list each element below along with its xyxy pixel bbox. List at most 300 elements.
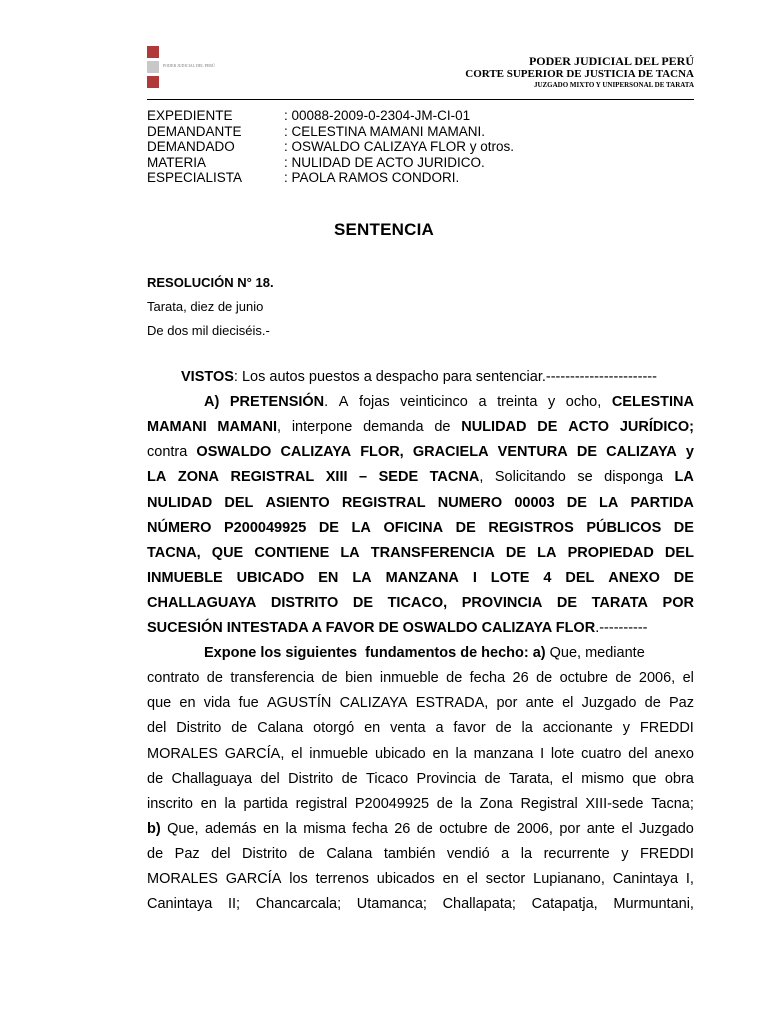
text: la (460, 795, 472, 812)
text: XIII-sede (585, 795, 644, 812)
bold-text: DE (537, 419, 558, 436)
text: se (577, 469, 593, 486)
text: de (416, 820, 433, 837)
header-chamber: JUZGADO MIXTO Y UNIPERSONAL DE TARATA (533, 81, 694, 89)
body-word (176, 720, 221, 736)
body-line (147, 771, 694, 787)
body-word (526, 695, 554, 711)
body-word (439, 821, 487, 837)
body-word (171, 771, 252, 787)
bold-text: TACNA, (147, 544, 201, 561)
text: Challapata; (442, 896, 516, 913)
body-word (256, 896, 341, 912)
text: ESTRADA, (415, 695, 489, 712)
body-word (548, 394, 555, 410)
bold-text: 00003 (514, 494, 555, 511)
bold-text: TARATA (591, 594, 648, 611)
field-label: DEMANDADO (147, 139, 235, 154)
body-word (291, 746, 302, 762)
text: Distrito (242, 845, 288, 862)
text: sector (485, 871, 526, 887)
text: ubicados (376, 871, 435, 887)
bold-text: NUMERO (437, 494, 503, 511)
body-word (532, 896, 598, 912)
body-word (345, 670, 372, 686)
text: de (206, 670, 223, 687)
body-line (204, 394, 694, 410)
text: misma (303, 820, 346, 837)
text: II; (227, 896, 241, 913)
body-word (435, 720, 443, 736)
body-line (147, 595, 694, 611)
body-word (587, 821, 615, 837)
body-word (417, 821, 433, 837)
body-word (581, 771, 624, 787)
body-word (390, 720, 425, 736)
field-value: : NULIDAD DE ACTO JURIDICO. (284, 154, 485, 170)
bold-text: EN (318, 569, 339, 586)
bold-text: CELESTINA (611, 394, 694, 411)
body-word (447, 846, 490, 862)
body-word (360, 444, 404, 460)
logo-square (147, 46, 159, 58)
body-word (456, 746, 467, 762)
body-word (178, 469, 219, 485)
text: y (547, 394, 556, 411)
body-word (599, 495, 618, 511)
body-word (566, 394, 601, 410)
body-word (377, 871, 435, 887)
body-word (352, 520, 371, 536)
text: I (540, 745, 545, 762)
bold-text: DE (505, 544, 527, 561)
text: partida (243, 795, 288, 812)
text: recurrente (543, 845, 610, 862)
body-word (513, 670, 529, 686)
document-title: SENTENCIA (333, 220, 435, 239)
body-word (568, 419, 609, 435)
body-word (340, 695, 408, 711)
bold-text: MAMANI (217, 419, 277, 436)
body-word (204, 695, 231, 711)
body-word (303, 821, 346, 837)
text: veinticinco (400, 394, 468, 411)
body-word (289, 871, 308, 887)
bold-text: NULIDAD (461, 419, 527, 436)
bold-text: A) (204, 394, 220, 411)
field-label: EXPEDIENTE (147, 108, 233, 123)
text: Solicitando (494, 469, 566, 486)
body-word (242, 846, 287, 862)
bold-text: CONTIENE (254, 544, 330, 561)
bold-text: y (685, 444, 694, 461)
body-word (640, 846, 694, 862)
text: manzana (473, 745, 534, 762)
bold-text: QUE (211, 544, 244, 561)
body-word (560, 670, 608, 686)
bold-text: REGISTROS (488, 519, 574, 536)
text: de (434, 419, 451, 436)
field-label: DEMANDANTE (147, 123, 242, 139)
text: de (341, 770, 358, 787)
text: vendió (446, 845, 490, 862)
text: Canintaya (147, 896, 213, 913)
body-line (147, 896, 694, 912)
body-word (438, 495, 502, 511)
body-word (485, 771, 501, 787)
body-word (147, 695, 171, 711)
bold-text: LA (674, 469, 694, 486)
bold-text: DISTRITO (270, 594, 339, 611)
text: , (277, 419, 282, 436)
bold-text: INMUEBLE (147, 569, 223, 586)
text: demanda (363, 419, 424, 436)
body-word (437, 796, 453, 812)
body-line (147, 545, 694, 561)
body-word (147, 720, 166, 736)
body-word (586, 520, 661, 536)
body-word (665, 545, 694, 561)
body-word (271, 595, 338, 611)
body-word (147, 871, 218, 887)
text: accionante (542, 720, 613, 737)
body-word (461, 796, 472, 812)
text: el (562, 695, 574, 712)
body-line (147, 520, 694, 536)
bold-text: MANZANA (385, 569, 459, 586)
body-word (263, 821, 279, 837)
body-word (147, 746, 218, 762)
body-word (355, 796, 429, 812)
bold-text: MAMANI (147, 419, 207, 436)
bold-text: SEDE (378, 469, 419, 486)
body-word (394, 821, 410, 837)
body-line (147, 796, 694, 812)
field-value: : 00088-2009-0-2304-JM-CI-01 (284, 108, 471, 123)
bold-text: UBICADO (236, 569, 305, 586)
logo-text: PODER JUDICIAL DEL PERÚ (163, 63, 215, 68)
text: Utamanca; (356, 896, 427, 913)
text: por (559, 820, 581, 837)
body-word (280, 444, 351, 460)
text: obra (664, 770, 694, 787)
body-word (639, 821, 694, 837)
text: lote (550, 745, 575, 762)
body-word (613, 871, 678, 887)
text: fue (238, 695, 259, 712)
body-word (167, 821, 198, 837)
text: de (231, 720, 248, 737)
header-institution: PODER JUDICIAL DEL PERÚ (528, 54, 694, 68)
text: : Los autos puestos a despacho para sentenciar.----------------------- (233, 369, 657, 385)
body-line (147, 444, 694, 460)
body-word (577, 469, 592, 485)
body-word (196, 444, 271, 460)
text: de (147, 845, 164, 862)
body-word (491, 570, 530, 586)
text: Provincia (416, 770, 477, 787)
body-word (224, 495, 253, 511)
text: los (289, 871, 308, 887)
bold-text: JURÍDICO; (619, 419, 694, 436)
body-word (665, 771, 694, 787)
text: GARCÍA, (224, 745, 285, 762)
text: del (211, 845, 231, 862)
body-word (462, 595, 543, 611)
text: fojas (358, 394, 390, 411)
text: interpone (291, 419, 353, 436)
body-line (147, 746, 694, 762)
body-word (582, 695, 637, 711)
body-word (379, 469, 419, 485)
bold-text: DE (576, 444, 598, 461)
text: I, (685, 871, 694, 887)
bold-text: DEL (664, 544, 694, 561)
text: en (432, 745, 449, 762)
bold-text: DEL (224, 494, 254, 511)
body-word (675, 469, 694, 485)
body-word (509, 771, 553, 787)
text: el (621, 820, 633, 837)
body-word (288, 771, 333, 787)
body-word (225, 796, 236, 812)
body-word (443, 871, 459, 887)
bold-text: LOTE (490, 569, 530, 586)
body-word (357, 896, 427, 912)
text: fecha (469, 670, 506, 687)
place-date: Tarata, diez de junio (147, 299, 264, 314)
body-word (651, 796, 694, 812)
bold-text: LA (340, 544, 360, 561)
text: de (446, 670, 463, 687)
body-line (147, 670, 694, 686)
body-word (544, 846, 610, 862)
body-word (179, 695, 195, 711)
text: de (147, 770, 164, 787)
body-word (654, 746, 694, 762)
body-word (443, 896, 516, 912)
body-word (416, 695, 489, 711)
text: disponga (604, 469, 664, 486)
body-word (316, 871, 369, 887)
body-word (364, 720, 380, 736)
body-word (260, 771, 279, 787)
bold-text: CALIZAYA (606, 444, 677, 461)
body-word (322, 670, 338, 686)
body-word (226, 871, 282, 887)
body-word (581, 746, 621, 762)
body-word (494, 821, 510, 837)
text: otorgó (313, 720, 355, 737)
bold-text: PRETENSIÓN (229, 394, 325, 411)
text: Que, mediante (545, 645, 645, 662)
body-line (147, 469, 694, 485)
body-word (339, 394, 349, 410)
body-word (430, 469, 484, 485)
field-value: : CELESTINA MAMANI MAMANI. (284, 123, 486, 139)
body-word (639, 670, 675, 686)
text: contra (147, 444, 188, 461)
body-word (488, 520, 573, 536)
body-word (565, 570, 594, 586)
text: MORALES (147, 871, 218, 887)
bold-text: XIII (325, 469, 348, 486)
text: .---------- (595, 620, 648, 636)
body-word (559, 821, 580, 837)
logo-square (147, 61, 159, 73)
body-line (147, 846, 694, 862)
body-line (147, 720, 694, 736)
body-word (371, 545, 495, 561)
body-line (147, 620, 694, 636)
body-line (147, 419, 694, 435)
text: FREDDI (639, 720, 694, 737)
text: Calana (257, 720, 304, 737)
text: del (260, 770, 280, 787)
body-word (456, 520, 476, 536)
body-word (474, 746, 534, 762)
bold-text: DE (318, 519, 339, 536)
body-word (217, 419, 281, 435)
text: a (501, 845, 510, 862)
bold-text: NÚMERO (147, 519, 212, 536)
body-word (520, 796, 577, 812)
body-word (497, 394, 537, 410)
text: de (495, 720, 512, 737)
bold-text: OFICINA (383, 519, 444, 536)
date-line: De dos mil dieciséis.- (147, 323, 270, 338)
body-word (496, 695, 517, 711)
body-word (326, 846, 372, 862)
text: y (622, 720, 630, 737)
body-word (147, 595, 256, 611)
text: en (262, 820, 280, 837)
body-word (352, 821, 387, 837)
text: favor (453, 720, 486, 737)
body-word (230, 394, 328, 410)
text: la (455, 745, 467, 762)
body-word (359, 394, 390, 410)
text: anexo (654, 745, 694, 762)
body-word (606, 444, 677, 460)
text: de (615, 670, 632, 687)
bold-text: LA (351, 519, 371, 536)
text: Paz (668, 695, 694, 712)
court-logo (145, 42, 215, 92)
body-word (540, 746, 544, 762)
text: Chancarcala; (255, 896, 342, 913)
body-word (207, 670, 223, 686)
text: de (536, 670, 553, 687)
bold-text: OSWALDO (196, 444, 272, 461)
body-word (266, 495, 330, 511)
body-word (211, 846, 230, 862)
text: en (200, 795, 217, 812)
text: Zona (479, 795, 513, 812)
case-field-row (147, 170, 514, 186)
body-word (551, 746, 574, 762)
text: en (179, 695, 196, 712)
body-word (230, 469, 314, 485)
body-word (521, 846, 532, 862)
text: de (436, 795, 453, 812)
text: 26 (394, 820, 411, 837)
text: Distrito (288, 770, 334, 787)
body-word (495, 469, 566, 485)
body-word (506, 545, 526, 561)
body-word (352, 570, 371, 586)
text: , (479, 469, 484, 486)
body-word (461, 419, 526, 435)
body-word (567, 495, 587, 511)
body-word (536, 670, 552, 686)
bold-text: CHALLAGUAYA (147, 594, 257, 611)
text: ante (586, 820, 615, 837)
body-word (613, 896, 694, 912)
text: transferencia (230, 670, 315, 687)
text: A (338, 394, 349, 411)
body-word (501, 846, 509, 862)
body-word (562, 771, 573, 787)
body-word (628, 746, 647, 762)
body-line (147, 871, 694, 887)
bold-text: PROVINCIA (461, 594, 543, 611)
body-word (557, 595, 577, 611)
text: Calana (326, 845, 373, 862)
field-value: : PAOLA RAMOS CONDORI. (284, 170, 460, 185)
text: la (224, 795, 236, 812)
body-word (147, 419, 207, 435)
body-word (663, 595, 694, 611)
body-word (473, 570, 477, 586)
text: Ticaco (366, 770, 409, 787)
body-word (201, 796, 217, 812)
text: fecha (352, 820, 388, 837)
body-word (147, 821, 161, 837)
body-word (669, 695, 694, 711)
body-word (205, 821, 257, 837)
bold-text: DE (455, 519, 476, 536)
body-word (623, 720, 630, 736)
text: inmueble (379, 670, 439, 687)
body-word (577, 444, 597, 460)
body-word (417, 771, 477, 787)
body-word (326, 469, 348, 485)
bold-text: TACNA (429, 469, 480, 486)
body-word (537, 419, 557, 435)
bold-text: 4 (543, 569, 552, 586)
text: Paz (174, 845, 200, 862)
text: venta (390, 720, 426, 737)
bold-text: LA (352, 569, 372, 586)
body-word (386, 570, 459, 586)
body-word (383, 520, 443, 536)
body-word (231, 720, 247, 736)
body-word (413, 444, 489, 460)
text: contrato (147, 670, 200, 687)
body-word (147, 896, 212, 912)
body-word (537, 545, 556, 561)
text: de (494, 820, 511, 837)
body-word (224, 520, 306, 536)
text: bien (345, 670, 373, 687)
bold-text: PARTIDA (630, 494, 694, 511)
body-word (309, 746, 368, 762)
body-word (375, 746, 426, 762)
body-word (225, 746, 285, 762)
bold-text: – (359, 469, 368, 486)
text: el (291, 745, 303, 762)
